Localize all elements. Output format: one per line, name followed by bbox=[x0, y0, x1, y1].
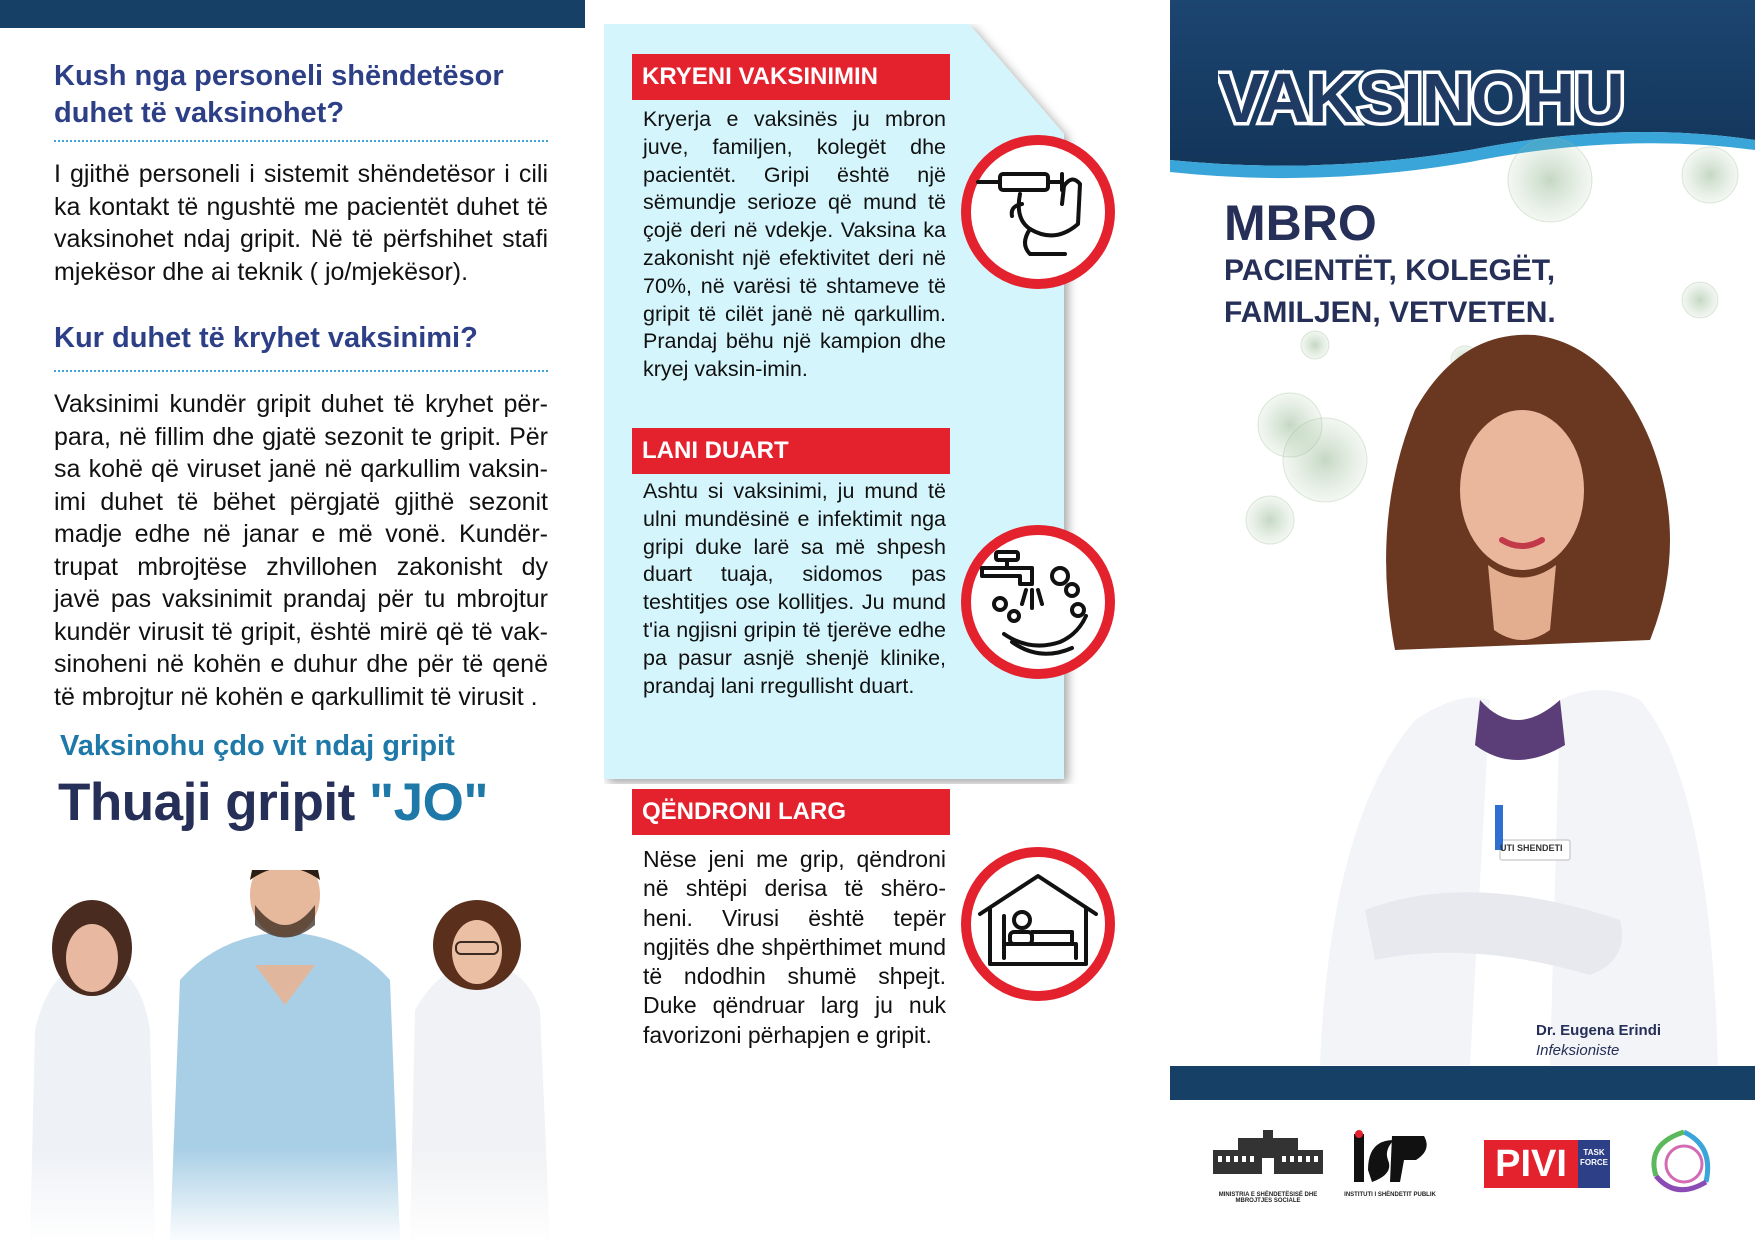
task-force-logo: TASK FORCE bbox=[1578, 1140, 1610, 1188]
doctor-name: Dr. Eugena Erindi bbox=[1536, 1022, 1662, 1039]
brand-title bbox=[1218, 58, 1658, 154]
protect-heading: MBRO bbox=[1224, 195, 1377, 251]
cta-subtitle: Vaksinohu çdo vit ndaj gripit bbox=[60, 730, 455, 762]
coat-badge: UTI SHENDETI bbox=[1500, 843, 1563, 853]
section-text-stay-away: Nëse jeni me grip, qëndroni në shtëpi derisa të shëro-heni. Virusi është tepër ngjitës dhe shpërthimet mund të ndodhin shumë shpejt. Duke qëndruar larg ju nuk favorizoni përhapjen e gripit. bbox=[643, 846, 946, 1048]
brand-title-text: VAKSINOHU bbox=[1218, 59, 1624, 137]
section-text-wash-hands: Ashtu si vaksinimi, ju mund të ulni mundësinë e infektimit nga gripi duke larë sa më shpesh duart tuaja, sidomos pas teshtitjes ose kollitjes. Ju mund t'ia ngjisni gripin të tjerëve edhe pa pasur asnjë shenjë klinike, prandaj lani rregullisht duart. bbox=[643, 479, 946, 698]
partner-logo bbox=[1636, 1126, 1732, 1200]
doctor-role: Infeksioniste bbox=[1536, 1042, 1620, 1059]
question-2-text: Vaksinimi kundër gripit duhet të kryhet për-para, në fillim dhe gjatë sezonit te gripit. Për sa kohë që viruset janë në qarkullim vaksin-imi duhet të bëhet përgjatë gjithë sezonit madje edhe në janar e më vonë. Kundër-trupat mbrojtëse zhvillohen zakonisht dy javë pas vaksinimit prandaj për tu mbrojtur kundër virusit të gripit, është mirë që të vak-sinoheni në kohën e duhur dhe për të qenë të mbrojtur në kohën e qarkullimit të virusit . bbox=[54, 390, 548, 711]
right-panel-art bbox=[1170, 0, 1755, 1241]
syringe-hand-icon bbox=[960, 134, 1116, 290]
doctor-portrait bbox=[1320, 335, 1718, 1065]
handwash-icon bbox=[960, 524, 1116, 680]
section-title-wash-hands: LANI DUART bbox=[632, 428, 950, 474]
divider bbox=[54, 370, 548, 372]
section-title-vaccinate: KRYENI VAKSINIMIN bbox=[632, 54, 950, 100]
brand-title-art bbox=[1218, 58, 1658, 138]
left-top-bar bbox=[0, 0, 585, 28]
isp-logo bbox=[1344, 1130, 1434, 1190]
cta-title-text: Thuaji gripit bbox=[58, 773, 369, 832]
question-2-heading: Kur duhet të kryhet vaksinimi? bbox=[54, 322, 478, 354]
question-1-text: I gjithë personeli i sistemit shëndetësor i cili ka kontakt të ngushtë me pacientët duhet të vaksinohet ndaj gripit. Në të përfshihet stafi mjekësor dhe ai teknik ( jo/mjekësor). bbox=[54, 160, 548, 286]
divider bbox=[54, 140, 548, 142]
stay-home-icon bbox=[960, 846, 1116, 1002]
right-panel bbox=[1170, 0, 1755, 1241]
question-1-heading: Kush nga personeli shëndetësor duhet të vaksinohet? bbox=[54, 60, 504, 129]
protect-subheading: PACIENTËT, KOLEGËT, FAMILJEN, VETVETEN. bbox=[1224, 254, 1556, 329]
ministry-logo-caption: MINISTRIA E SHËNDETËSISË DHE MBROJTJES SOCIALE bbox=[1218, 1192, 1318, 1204]
pivi-logo: PIVI bbox=[1484, 1140, 1578, 1188]
cta-jo: "JO" bbox=[368, 773, 488, 832]
medical-team-photo bbox=[10, 870, 580, 1240]
cta-title bbox=[58, 772, 488, 833]
right-bottom-bar bbox=[1170, 1066, 1755, 1100]
section-title-stay-away: QËNDRONI LARG bbox=[632, 789, 950, 835]
isp-logo-caption: INSTITUTI I SHËNDETIT PUBLIK bbox=[1344, 1192, 1436, 1198]
ministry-logo bbox=[1208, 1130, 1328, 1192]
section-text-vaccinate: Kryerja e vaksinës ju mbron juve, familjen, kolegët dhe pacientët. Gripi është një sëmundje serioze që mund të çojë deri në vdekje. Vaksina ka zakonisht një efektivitet deri në 70%, në varësi të shtameve të gripit të cilët janë në qarkullim. Prandaj bëhu një kampion dhe kryej vaksin-imin. bbox=[643, 107, 946, 382]
